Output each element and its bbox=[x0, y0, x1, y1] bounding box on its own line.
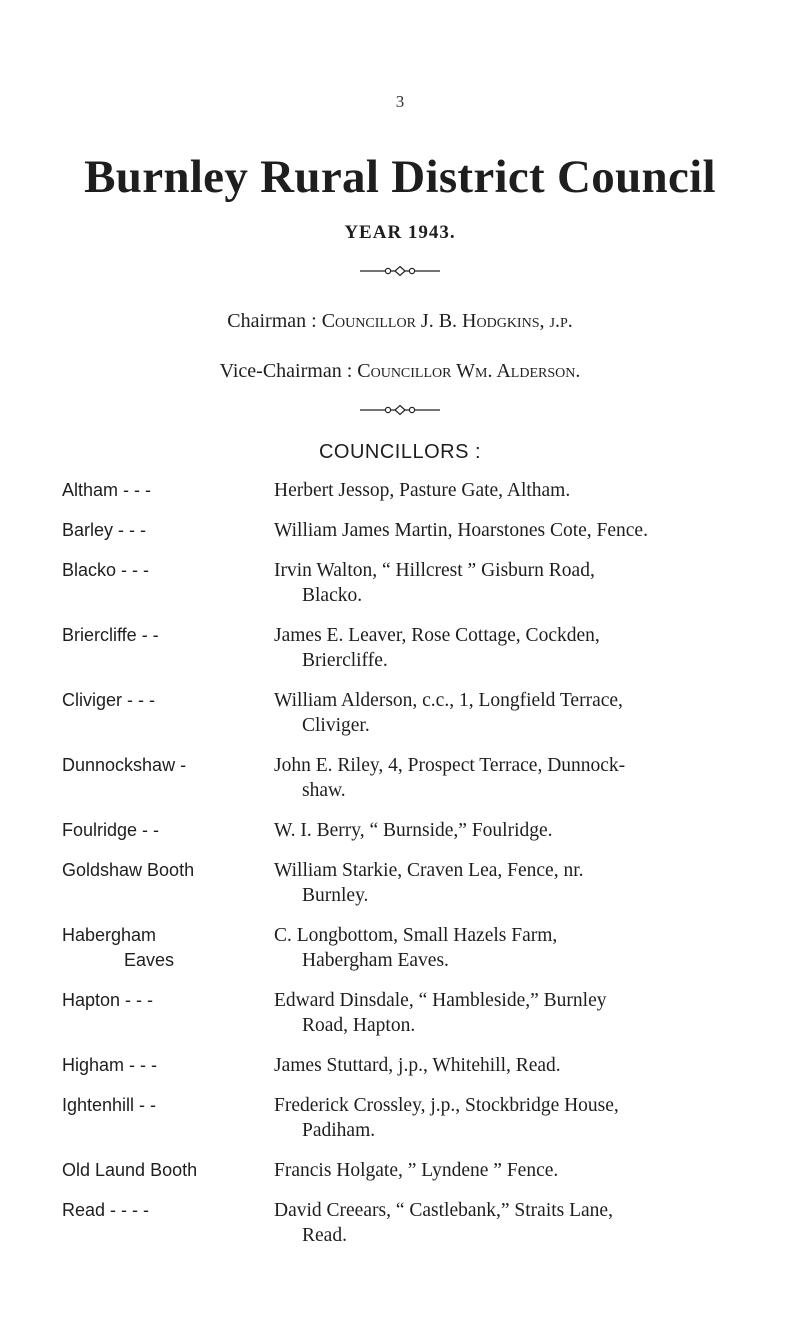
list-item bbox=[62, 518, 784, 543]
councillor-entry: W. I. Berry, “ Burnside,” Foulridge. bbox=[274, 820, 553, 841]
councillor-entry: Edward Dinsdale, “ Hambleside,” Burnley Road, Hapton. bbox=[274, 990, 607, 1036]
vice-chairman-line bbox=[0, 360, 800, 383]
list-item bbox=[62, 478, 784, 503]
ward-name: Ightenhill - - bbox=[62, 1095, 157, 1115]
councillor-entry: David Creears, “ Castlebank,” Straits Lane, Read. bbox=[274, 1200, 613, 1246]
list-item bbox=[62, 818, 784, 843]
chairman-line bbox=[0, 310, 800, 333]
chairman-name: Councillor J. B. Hodgkins, j.p. bbox=[321, 310, 573, 332]
ward-name: Read - - - - bbox=[62, 1200, 150, 1220]
councillor-entry: James Stuttard, j.p., Whitehill, Read. bbox=[274, 1055, 561, 1076]
councillor-entry: Herbert Jessop, Pasture Gate, Altham. bbox=[274, 480, 571, 501]
list-item bbox=[62, 558, 784, 608]
ward-name: Goldshaw Booth bbox=[62, 860, 195, 880]
ward-name: Barley - - - bbox=[62, 520, 147, 540]
list-item bbox=[62, 1093, 784, 1143]
councillor-entry: William Starkie, Craven Lea, Fence, nr. Burnley. bbox=[274, 860, 584, 906]
year-heading: YEAR 1943. bbox=[344, 222, 456, 243]
chairman-label: Chairman : bbox=[227, 310, 317, 332]
councillor-entry: Frederick Crossley, j.p., Stockbridge House, Padiham. bbox=[274, 1095, 619, 1141]
list-item bbox=[62, 1158, 784, 1183]
ornament-divider-icon bbox=[360, 404, 440, 416]
councillor-entry: Irvin Walton, “ Hillcrest ” Gisburn Road, Blacko. bbox=[274, 560, 595, 606]
list-item bbox=[62, 1053, 784, 1078]
list-item bbox=[62, 688, 784, 738]
ward-name: Higham - - - bbox=[62, 1055, 158, 1075]
councillor-entry: William Alderson, c.c., 1, Longfield Terrace, Cliviger. bbox=[274, 690, 623, 736]
vice-chairman-name: Councillor Wm. Alderson. bbox=[357, 360, 581, 382]
councillor-list bbox=[62, 478, 784, 1263]
page-title: Burnley Rural District Council bbox=[84, 151, 716, 203]
ornament-divider-icon bbox=[360, 265, 440, 277]
list-item bbox=[62, 753, 784, 803]
list-item bbox=[62, 1198, 784, 1248]
ward-name: Briercliffe - - bbox=[62, 625, 159, 645]
councillor-entry: Francis Holgate, ” Lyndene ” Fence. bbox=[274, 1160, 559, 1181]
councillor-entry: William James Martin, Hoarstones Cote, Fence. bbox=[274, 520, 648, 541]
list-item bbox=[62, 623, 784, 673]
page-number: 3 bbox=[395, 92, 405, 111]
councillors-heading: COUNCILLORS : bbox=[318, 441, 482, 463]
vice-chairman-label: Vice-Chairman : bbox=[219, 360, 353, 382]
ward-name: Foulridge - - bbox=[62, 820, 160, 840]
ward-name: Cliviger - - - bbox=[62, 690, 155, 710]
councillor-entry: John E. Riley, 4, Prospect Terrace, Dunnock- shaw. bbox=[274, 755, 626, 801]
list-item bbox=[62, 988, 784, 1038]
councillor-entry: C. Longbottom, Small Hazels Farm, Habergham Eaves. bbox=[274, 925, 558, 971]
ward-name: Habergham Eaves bbox=[62, 925, 175, 970]
councillor-entry: James E. Leaver, Rose Cottage, Cockden, Briercliffe. bbox=[274, 625, 600, 671]
list-item bbox=[62, 923, 784, 973]
ward-name: Dunnockshaw - bbox=[62, 755, 187, 775]
ward-name: Blacko - - - bbox=[62, 560, 150, 580]
ward-name: Old Laund Booth bbox=[62, 1160, 198, 1180]
ward-name: Hapton - - - bbox=[62, 990, 154, 1010]
ward-name: Altham - - - bbox=[62, 480, 152, 500]
list-item bbox=[62, 858, 784, 908]
